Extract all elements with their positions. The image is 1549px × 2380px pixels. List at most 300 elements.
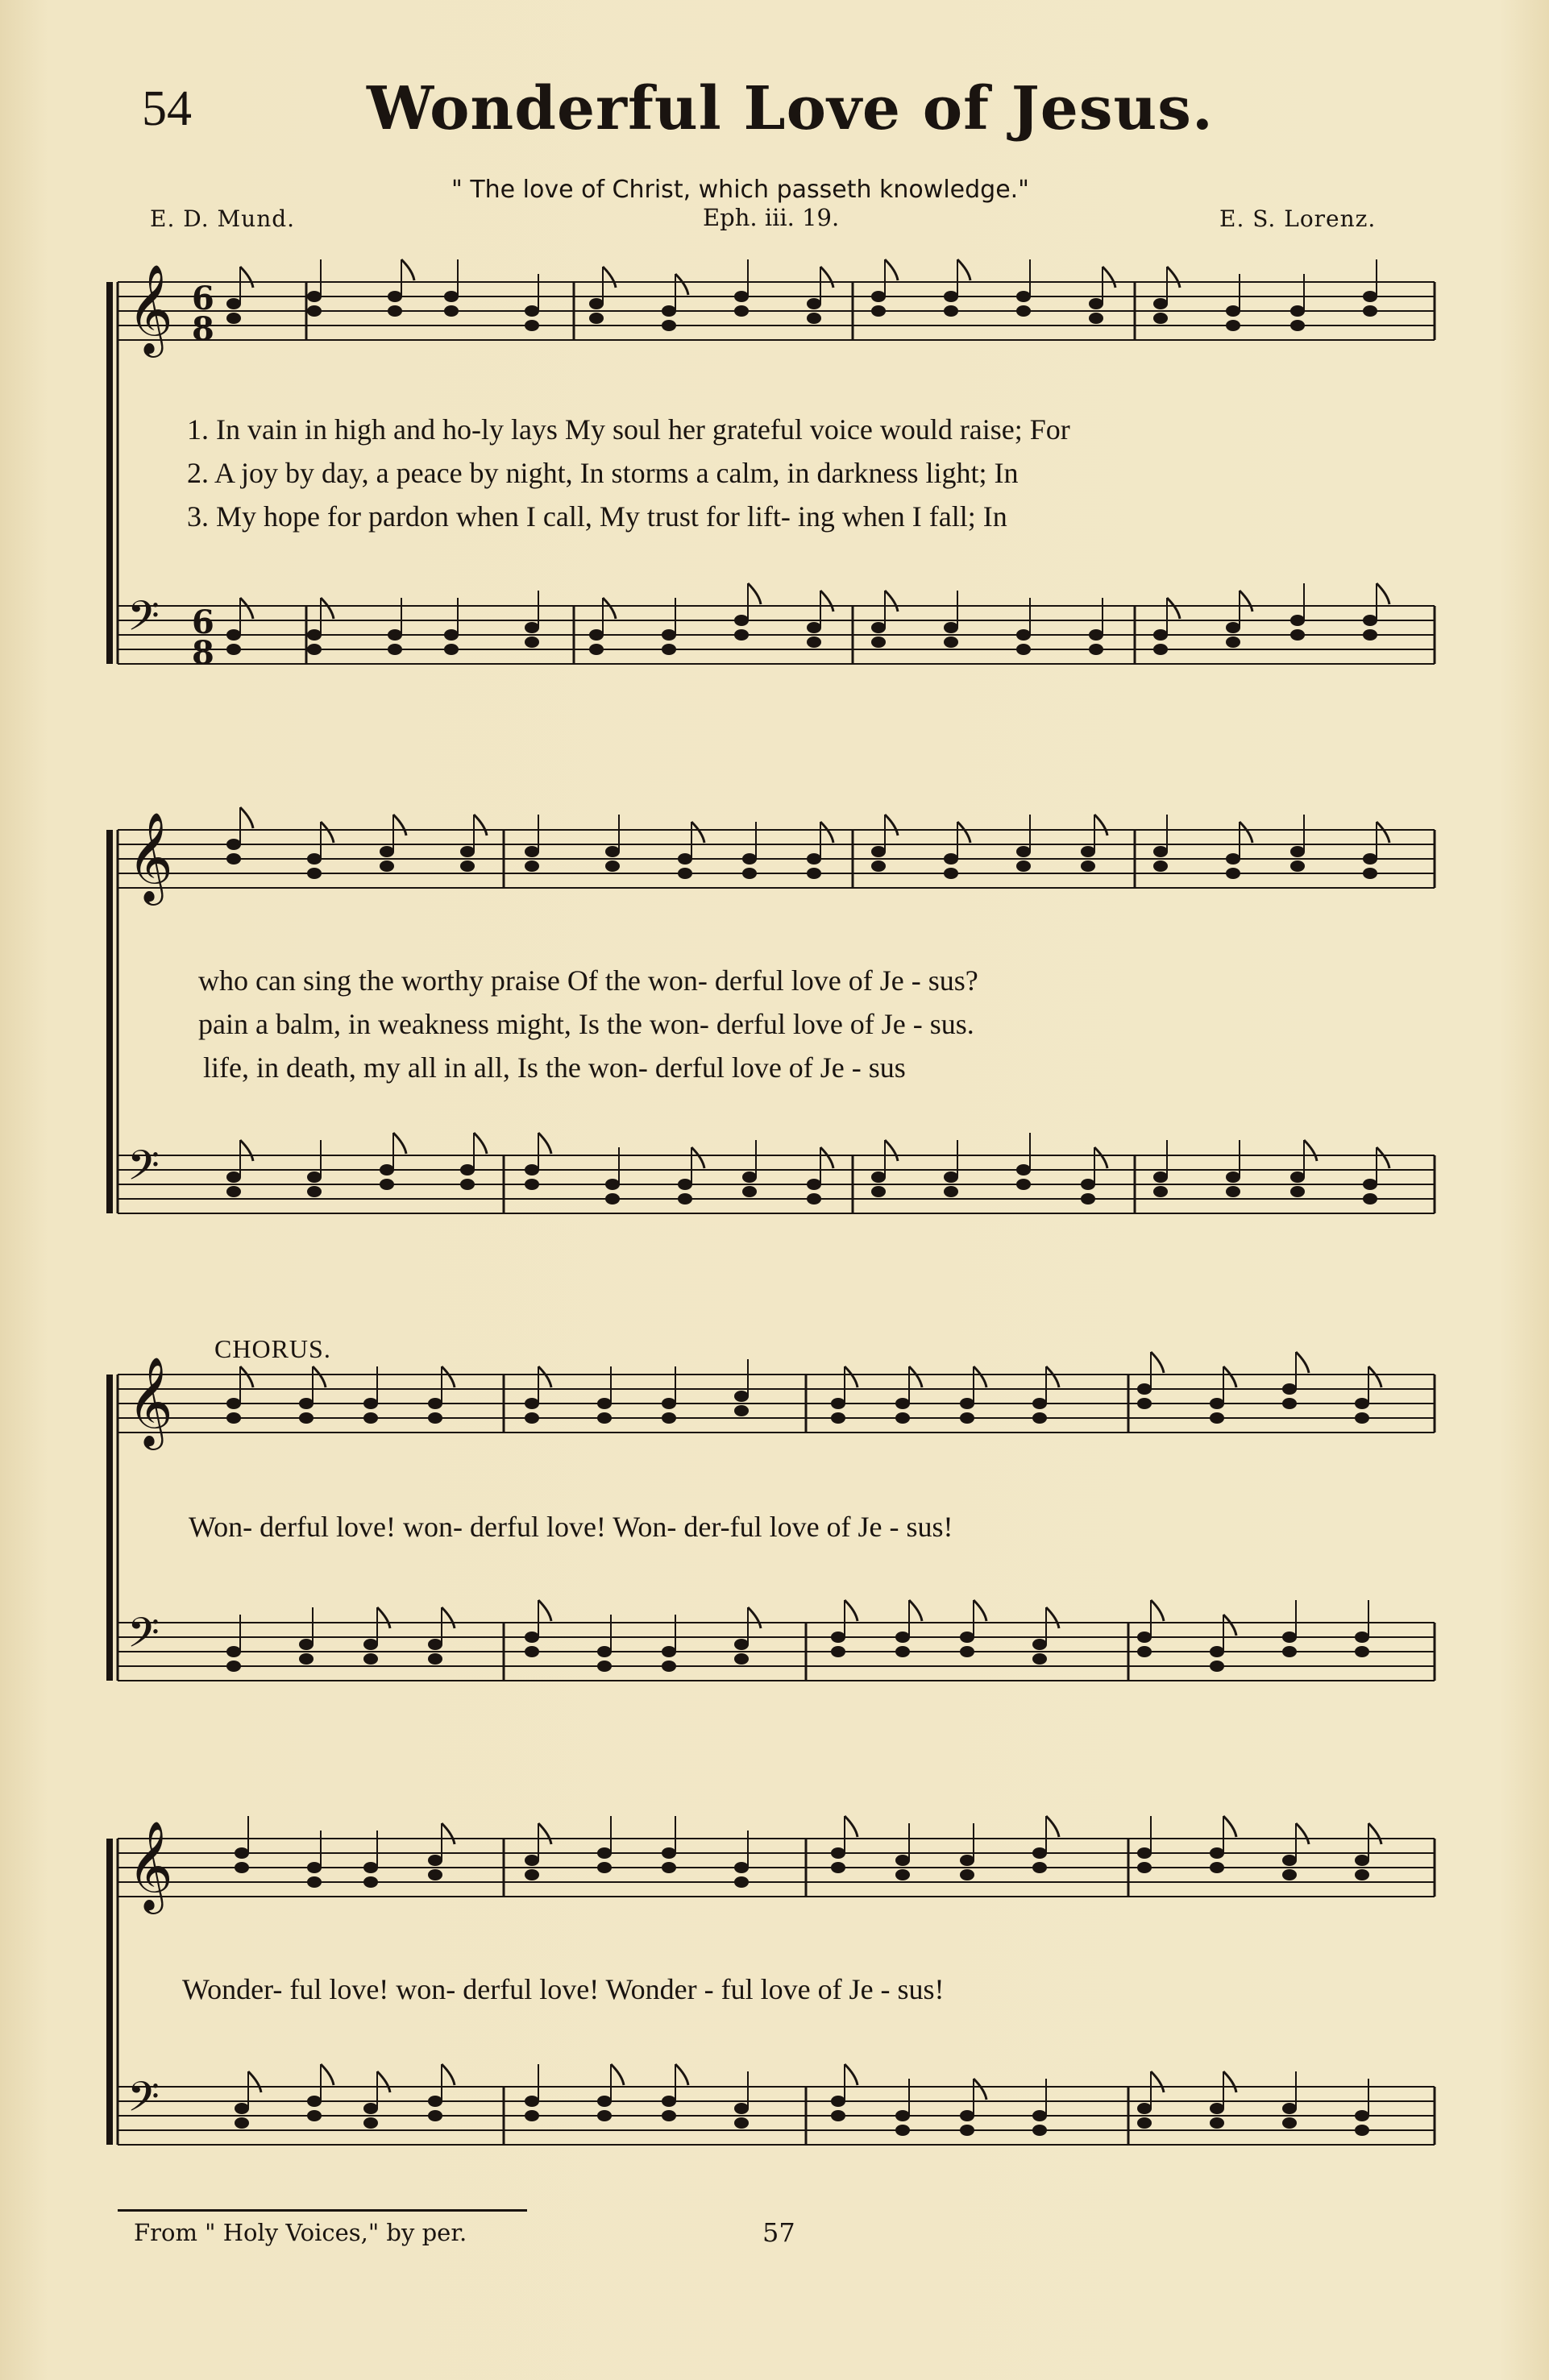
note-head [807,1179,821,1190]
verse-3-line-2: life, in death, my all in all, Is the won- derful love of Je - sus [203,1051,906,1084]
note-head [831,1632,845,1643]
note-flag [442,2064,455,2085]
note-flag [1377,822,1389,843]
scripture-quote: " The love of Christ, which passeth knowledge." [451,176,1029,204]
note-head [807,1193,821,1205]
note-head [1282,2103,1297,2114]
note-head [895,1646,910,1657]
note-head [226,1171,241,1183]
note-flag [538,1133,551,1154]
note-head [363,1876,378,1888]
note-head [960,1412,974,1424]
note-head [1363,1179,1377,1190]
note-flag [1296,1352,1309,1373]
note-head [1355,1855,1369,1866]
note-head [1153,629,1168,641]
note-head [363,2117,378,2129]
footer-divider [118,2209,527,2212]
note-head [605,1193,620,1205]
note-head [895,1869,910,1880]
note-head [525,846,539,857]
note-head [662,1661,676,1672]
note-head [1210,1862,1224,1873]
note-head [589,298,604,309]
note-head [460,1164,475,1175]
note-head [1137,1398,1152,1409]
note-head [299,1653,314,1665]
note-head [1032,1412,1047,1424]
note-head [1089,644,1103,655]
note-head [1153,644,1168,655]
note-head [1210,1847,1224,1859]
note-head [895,1632,910,1643]
composer-credit: E. S. Lorenz. [1219,205,1377,232]
time-sig-denominator: 8 [192,310,214,348]
note-head [380,1179,394,1190]
note-flag [845,1600,858,1621]
note-flag [820,267,833,288]
lyricist-credit: E. D. Mund. [150,205,296,232]
note-flag [1296,1823,1309,1844]
note-head [1089,629,1103,641]
note-head [960,1646,974,1657]
note-head [428,1855,442,1866]
note-head [734,1639,749,1650]
note-head [1137,1632,1152,1643]
note-head [734,305,749,317]
note-head [871,846,886,857]
note-flag [1094,815,1107,835]
note-head [1355,1412,1369,1424]
bass-clef: 𝄢 [127,1141,160,1200]
note-flag [538,1600,551,1621]
note-head [460,846,475,857]
note-flag [748,583,761,604]
note-head [307,1862,322,1873]
note-head [662,1646,676,1657]
note-flag [974,2079,986,2100]
note-head [1226,1171,1240,1183]
note-head [1153,298,1168,309]
note-head [444,629,459,641]
scripture-reference: Eph. iii. 19. [703,204,840,231]
note-head [1016,305,1031,317]
note-head [1032,1398,1047,1409]
note-head [525,860,539,872]
note-flag [240,1140,253,1161]
note-head [1290,1186,1305,1197]
note-flag [1094,1147,1107,1168]
note-flag [845,2064,858,2085]
note-head [1137,1847,1152,1859]
note-head [460,1179,475,1190]
treble-clef: 𝄞 [127,263,173,354]
note-head [605,1179,620,1190]
note-head [226,1661,241,1672]
note-flag [1046,1816,1059,1837]
note-head [597,1646,612,1657]
note-head [444,644,459,655]
note-head [1032,1847,1047,1859]
note-head [388,644,402,655]
note-flag [909,1600,922,1621]
note-head [1137,1646,1152,1657]
note-head [662,1398,676,1409]
note-head [1282,1632,1297,1643]
note-head [895,1855,910,1866]
note-head [605,846,620,857]
note-head [307,2096,322,2107]
bass-clef: 𝄢 [127,591,160,650]
note-flag [442,1607,455,1628]
note-head [1153,1186,1168,1197]
bass-clef: 𝄢 [127,2072,160,2131]
note-head [1032,1653,1047,1665]
note-head [742,1171,757,1183]
note-head [871,860,886,872]
note-head [1363,868,1377,879]
system-bracket [106,830,113,1213]
note-head [734,1391,749,1402]
note-flag [845,1366,858,1387]
note-head [662,1862,676,1873]
note-flag [1151,1600,1164,1621]
note-head [235,1847,249,1859]
note-head [960,1869,974,1880]
note-head [299,1398,314,1409]
chorus-line-1: Won- derful love! won- derful love! Won- der-ful love of Je - sus! [189,1511,953,1543]
note-flag [1223,2071,1236,2092]
note-head [1032,2125,1047,2136]
note-flag [611,2064,624,2085]
verse-3-line-1: 3. My hope for pardon when I call, My trust for lift- ing when I fall; In [187,500,1007,533]
note-flag [248,2071,261,2092]
note-head [662,2096,676,2107]
note-head [235,1862,249,1873]
note-head [226,839,241,850]
note-head [742,853,757,865]
note-head [807,636,821,648]
note-head [1355,1398,1369,1409]
note-flag [1377,1147,1389,1168]
note-head [226,1646,241,1657]
note-head [1355,2125,1369,2136]
note-head [525,1179,539,1190]
note-head [525,622,539,633]
note-head [363,1412,378,1424]
note-head [1226,305,1240,317]
note-head [388,305,402,317]
note-head [871,305,886,317]
note-flag [377,2071,390,2092]
note-flag [1223,1366,1236,1387]
note-flag [603,267,616,288]
note-flag [321,822,334,843]
note-flag [1046,1366,1059,1387]
note-head [734,1876,749,1888]
verse-1-line-2: who can sing the worthy praise Of the won- derful love of Je - sus? [198,964,978,997]
note-head [807,853,821,865]
note-head [831,1412,845,1424]
note-head [1210,2103,1224,2114]
system-bracket [106,1375,113,1681]
note-head [662,1412,676,1424]
note-head [734,291,749,302]
note-head [807,868,821,879]
note-head [944,622,958,633]
note-head [363,1653,378,1665]
note-head [363,1862,378,1873]
note-head [525,1632,539,1643]
note-head [388,629,402,641]
note-head [1355,2110,1369,2121]
note-flag [393,815,406,835]
note-head [307,1876,322,1888]
note-head [960,1398,974,1409]
note-head [944,853,958,865]
note-head [895,1412,910,1424]
note-flag [820,822,833,843]
note-flag [1046,1607,1059,1628]
note-head [299,1412,314,1424]
note-head [1210,1646,1224,1657]
note-head [678,1179,692,1190]
note-head [1355,1869,1369,1880]
note-head [734,615,749,626]
note-head [525,1855,539,1866]
note-head [662,305,676,317]
note-head [307,853,322,865]
note-head [1137,1862,1152,1873]
note-head [1089,313,1103,324]
treble-clef: 𝄞 [127,1356,173,1446]
note-head [662,629,676,641]
note-head [525,1646,539,1657]
note-flag [885,1140,898,1161]
note-head [1137,2117,1152,2129]
note-head [734,1653,749,1665]
note-head [428,2110,442,2121]
page-number: 54 [142,81,192,136]
note-head [895,1398,910,1409]
note-head [1032,1639,1047,1650]
note-head [235,2103,249,2114]
note-flag [691,1147,704,1168]
chorus-label: CHORUS. [214,1334,331,1363]
note-head [1226,622,1240,633]
note-head [1363,629,1377,641]
note-head [1016,629,1031,641]
note-head [1137,2103,1152,2114]
note-flag [675,2064,688,2085]
note-head [1290,846,1305,857]
note-head [1016,860,1031,872]
note-head [1226,1186,1240,1197]
note-head [299,1639,314,1650]
note-head [1016,846,1031,857]
note-head [525,636,539,648]
note-flag [377,1607,390,1628]
note-head [307,629,322,641]
note-head [734,629,749,641]
note-flag [240,267,253,288]
note-head [1153,860,1168,872]
note-head [944,291,958,302]
note-head [831,1398,845,1409]
note-flag [474,815,487,835]
note-flag [1304,1140,1317,1161]
note-head [871,1171,886,1183]
note-head [605,860,620,872]
note-head [895,2125,910,2136]
note-flag [957,822,970,843]
note-head [895,2110,910,2121]
note-head [1363,305,1377,317]
note-flag [1151,1352,1164,1373]
note-flag [1368,1366,1381,1387]
note-flag [1240,822,1252,843]
chorus-line-2: Wonder- ful love! won- derful love! Wonder - ful love of Je - sus! [182,1973,945,2005]
system-bracket [106,282,113,664]
bass-clef: 𝄢 [127,1608,160,1667]
note-flag [748,1607,761,1628]
note-flag [1240,591,1252,612]
note-head [388,291,402,302]
note-head [960,1855,974,1866]
note-head [1137,1383,1152,1395]
note-head [1210,1661,1224,1672]
note-head [734,2117,749,2129]
note-flag [885,815,898,835]
note-head [307,1171,322,1183]
note-head [597,2096,612,2107]
note-head [742,868,757,879]
note-head [1210,1398,1224,1409]
note-head [597,1862,612,1873]
note-head [1363,1193,1377,1205]
note-flag [675,274,688,295]
note-head [831,2096,845,2107]
note-flag [974,1366,986,1387]
note-head [1290,1171,1305,1183]
note-head [1282,1398,1297,1409]
note-head [1226,868,1240,879]
note-head [307,291,322,302]
note-head [589,629,604,641]
note-head [1355,1632,1369,1643]
note-head [1226,320,1240,331]
note-head [428,1653,442,1665]
note-head [428,1639,442,1650]
note-head [1153,313,1168,324]
note-flag [1223,1816,1236,1837]
note-head [831,1646,845,1657]
note-flag [240,807,253,828]
note-flag [885,591,898,612]
note-head [226,298,241,309]
note-head [1290,860,1305,872]
hymn-title: Wonderful Love of Jesus. [367,74,1214,143]
note-head [944,636,958,648]
note-head [380,1164,394,1175]
note-head [307,644,322,655]
note-head [428,2096,442,2107]
note-head [307,305,322,317]
note-head [525,1869,539,1880]
note-head [363,2103,378,2114]
note-flag [538,1823,551,1844]
note-flag [820,591,833,612]
note-flag [442,1366,455,1387]
verse-2-line-2: pain a balm, in weakness might, Is the won- derful love of Je - sus. [198,1008,974,1040]
note-head [831,1847,845,1859]
note-head [235,2117,249,2129]
note-flag [321,598,334,619]
note-head [1210,2117,1224,2129]
note-head [428,1398,442,1409]
note-head [525,2096,539,2107]
note-head [226,853,241,865]
verse-1-line-1: 1. In vain in high and ho-ly lays My soul her grateful voice would raise; For [187,413,1070,446]
note-head [1081,860,1095,872]
note-head [831,1862,845,1873]
treble-clef: 𝄞 [127,811,173,902]
note-head [597,1847,612,1859]
note-head [428,1869,442,1880]
note-head [1081,1193,1095,1205]
note-head [444,291,459,302]
system-bracket [106,1839,113,2145]
treble-clef: 𝄞 [127,1820,173,1910]
note-head [307,868,322,879]
note-head [678,853,692,865]
note-head [1153,846,1168,857]
note-head [807,298,821,309]
note-flag [885,259,898,280]
note-head [1363,615,1377,626]
note-head [871,636,886,648]
note-head [597,1398,612,1409]
note-head [871,1186,886,1197]
note-flag [691,822,704,843]
time-sig-denominator: 8 [192,634,214,672]
note-head [1032,1862,1047,1873]
note-head [742,1186,757,1197]
note-flag [321,2064,334,2085]
note-flag [538,1366,551,1387]
note-head [1226,636,1240,648]
note-head [307,2110,322,2121]
note-head [226,1186,241,1197]
note-flag [845,1816,858,1837]
note-head [1290,615,1305,626]
note-head [363,1639,378,1650]
note-head [589,644,604,655]
note-flag [974,1600,986,1621]
note-head [1282,1855,1297,1866]
note-head [226,1398,241,1409]
note-head [380,846,394,857]
note-head [734,1862,749,1873]
note-head [1016,1179,1031,1190]
note-head [1089,298,1103,309]
source-credit: From " Holy Voices," by per. [134,2219,467,2246]
note-head [1290,629,1305,641]
note-flag [1151,2071,1164,2092]
note-head [1282,1383,1297,1395]
note-head [428,1412,442,1424]
note-head [1282,1869,1297,1880]
